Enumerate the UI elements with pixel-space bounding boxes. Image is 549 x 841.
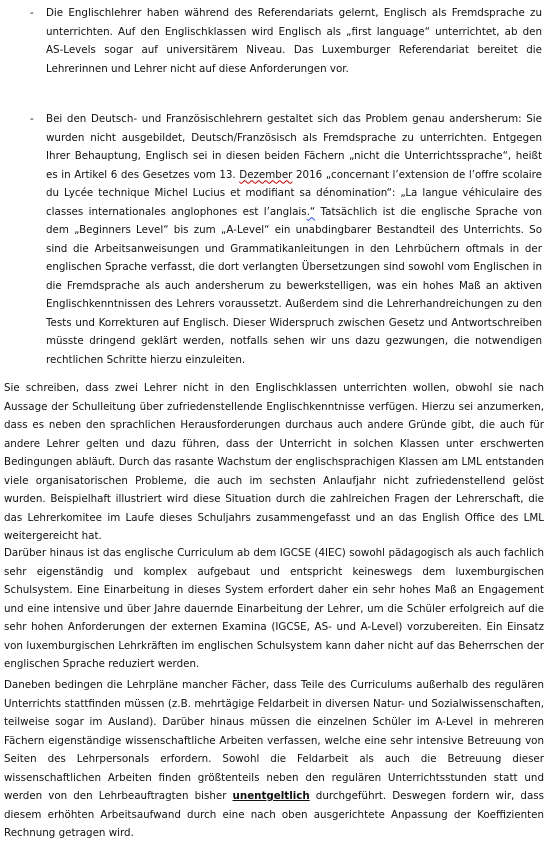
paragraph-curriculum: Darüber hinaus ist das englische Curriculum ab dem IGCSE (4IEC) sowohl pädagogisch als auch fachlich sehr eigenständig und komplex aufgebaut und entspricht keineswegs dem luxemburgischen Schulsystem. Eine Einarbeitung in dieses System erfordert daher ein sehr hohes Maß an Engagement und eine intensive und über Jahre dauernde Einarbeitung der Lehrer, um die Schüler erfolgreich auf die sehr hohen Anforderungen der externen Examina (IGCSE, AS- und A-Level) vorzubereiten. Ein Einsatz von luxemburgischen Lehrkräften im englischen Schulsystem kann daher nicht auf das Beherrschen der englischen Sprache reduziert werden. bbox=[4, 547, 544, 670]
paragraph-fieldwork bbox=[4, 676, 544, 841]
text-segment: Bei den Deutsch- und Französischlehrern gestaltet sich das Problem genau andersherum: Sie wurden nicht ausgebildet, Deutsch/Französisch als Fremdsprache zu unterrichten. Entgegen Ihrer Behauptung, Englisch sei in diesen beiden Fächern „nicht die Unterrichtssprache“, heißt es in Artikel 6 des Gesetzes vom 13. bbox=[46, 113, 542, 181]
bullet-text bbox=[46, 110, 542, 369]
bullet-item-german-french-teachers bbox=[8, 110, 542, 369]
spellcheck-flagged-word: Dezember bbox=[239, 168, 293, 181]
text-segment: durchgeführt. Deswegen fordern wir, dass diesem erhöhten Arbeitsaufwand durch eine nach oben ausgerichtete Anpassung der Koeffizienten Rechnung getragen wird. bbox=[4, 790, 544, 839]
bullet-text: Die Englischlehrer haben während des Referendariats gelernt, Englisch als Fremdsprache zu unterrichten. Auf den Englischklassen wird Englisch als „first language“ unterrichtet, ab den AS-Levels sogar auf universitärem Niveau. Das Luxemburger Referendariat bereitet die Lehrerinnen und Lehrer nicht auf diese Anforderungen vor. bbox=[46, 7, 542, 75]
bullet-item-english-teachers bbox=[8, 4, 542, 78]
emphasis-word: unentgeltlich bbox=[232, 790, 310, 802]
text-segment: Tatsächlich ist die englische Sprache von dem „Beginners Level“ bis zum „A-Level“ ein unabdingbarer Bestandteil des Unterrichts. So sind die Arbeitsanweisungen und Grammatikanleitungen in den Lehrbüchern oftmals in der englischen Sprache verfasst, die dort verlangten Übersetzungen sind sowohl vom Englischen in die Fremdsprache als auch andersherum zu bewerkstelligen, was ein hohes Maß an aktiven Englischkenntnissen des Lehrers voraussetzt. Außerdem sind die Lehrerhandreichungen zu den Tests und Korrekturen auf Englisch. Dieser Widerspruch zwischen Gesetz und Antwortschreiben müsste dringend geklärt werden, notfalls sehen wir uns dazu gezwungen, die notwendigen rechtlichen Schritte hierzu einzuleiten. bbox=[46, 205, 542, 366]
bullet-dash: - bbox=[30, 7, 34, 19]
paragraph-two-teachers: Sie schreiben, dass zwei Lehrer nicht in den Englischklassen unterrichten wollen, obwohl sie nach Aussage der Schulleitung über zufriedenstellende Englischkenntnisse verfügen. Hierzu sei anzumerken, dass es neben den sprachlichen Herausforderungen durchaus auch andere Gründe gibt, die auch für andere Lehrer gelten und dazu führen, dass der Unterricht in solchen Klassen unter erschwerten Bedingungen abläuft. Durch das rasante Wachstum der englischsprachigen Klassen am LML entstanden viele organisatorischen Probleme, die auch im sechsten Anlaufjahr nicht zufriedenstellend gelöst wurden. Beispielhaft illustriert wird diese Situation durch die zahlreichen Fragen der Lehrerschaft, die das Lehrerkomitee im Laufe dieses Schuljahrs zusammengefasst und an das English Office des LML weitergereicht hat. bbox=[4, 382, 544, 542]
text-segment: 2016 „concernant l’extension de l’offre scolaire du Lycée technique Michel Lucius et modifiant sa dénomination“: „La langue véhiculaire des classes internationales anglophones est l’anglais bbox=[46, 168, 542, 218]
bullet-dash: - bbox=[30, 113, 34, 125]
grammar-flagged-punctuation: .“ bbox=[306, 205, 316, 218]
text-segment: Daneben bedingen die Lehrpläne mancher Fächer, dass Teile des Curriculums außerhalb des regulären Unterrichts stattfinden müssen (z.B. mehrtägige Feldarbeit in diversen Natur- und Sozialwissenschaften, teilweise sogar im Ausland). Darüber hinaus müssen die einzelnen Schüler im A-Level in mehreren Fächern eigenständige wissenschaftliche Arbeiten verfassen, welche eine sehr intensive Betreuung von Seiten des Lehrpersonals erfordern. Sowohl die Feldarbeit als auch die Betreuung dieser wissenschaftlichen Arbeiten finden größtenteils neben den regulären Unterrichtsstunden statt und werden von den Lehrbeauftragten bisher bbox=[4, 679, 544, 802]
